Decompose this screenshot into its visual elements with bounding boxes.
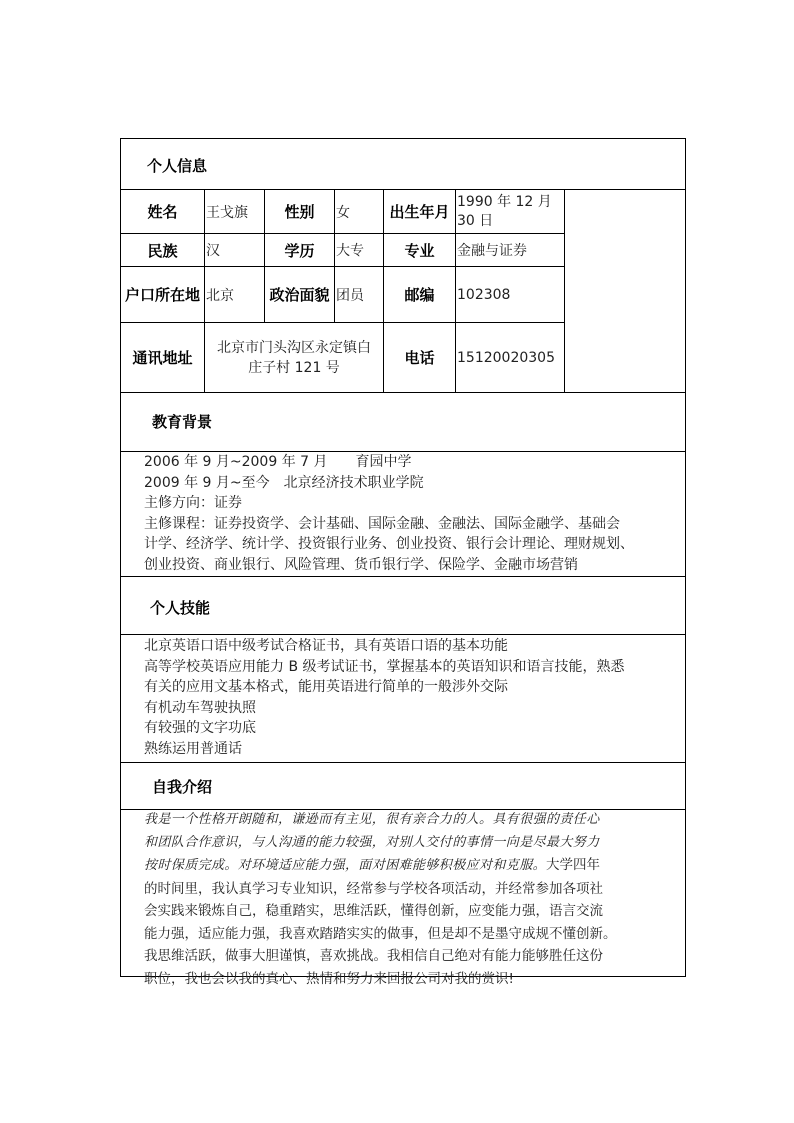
phone-value: 15120020305 (457, 349, 555, 366)
ethnicity-label: 民族 (147, 241, 178, 260)
skills-content (144, 636, 684, 759)
intro-line: 我是一个性格开朗随和，谦逊而有主见，很有亲合力的人。具有很强的责任心 (144, 812, 600, 827)
skills-line: 高等学校英语应用能力 B 级考试证书，掌握基本的英语知识和语言技能，熟悉 (144, 658, 625, 675)
education-line: 2009 年 9 月~至今 北京经济技术职业学院 (144, 474, 424, 491)
intro-line: 会实践来锻炼自己，稳重踏实，思维活跃，懂得创新，应变能力强，语言交流 (144, 903, 603, 919)
education-line: 主修方向：证券 (144, 495, 242, 511)
degree-label: 学历 (284, 241, 315, 260)
education-line: 主修课程：证券投资学、会计基础、国际金融、金融法、国际金融学、基础会 (144, 515, 620, 532)
intro-line: 能力强，适应能力强，我喜欢踏踏实实的做事，但是却不是墨守成规不懂创新。 (144, 925, 617, 942)
address-label: 通讯地址 (132, 349, 193, 367)
education-line: 2006 年 9 月~2009 年 7 月 育园中学 (144, 454, 412, 470)
postcode-label: 邮编 (404, 286, 435, 304)
skills-line: 有机动车驾驶执照 (144, 699, 256, 716)
skills-line: 有较强的文字功底 (144, 720, 256, 736)
address-line-1: 北京市门头沟区永定镇白 (217, 339, 371, 356)
phone-label: 电话 (404, 349, 435, 367)
education-content (144, 452, 684, 575)
name-value: 王戈旗 (206, 204, 248, 221)
divider (121, 576, 685, 577)
education-line: 创业投资、商业银行、风险管理、货币银行学、保险学、金融市场营销 (144, 556, 578, 573)
resume-table (120, 138, 686, 987)
intro-content (144, 809, 686, 990)
intro-line: 职位，我也会以我的真心、热情和努力来回报公司对我的赏识! (144, 970, 514, 987)
political-label: 政治面貌 (269, 286, 330, 304)
divider (121, 762, 685, 763)
skills-line: 有关的应用文基本格式，能用英语进行简单的一般涉外交际 (144, 679, 508, 695)
intro-line: 的时间里，我认真学习专业知识，经常参与学校各项活动，并经常参加各项社 (144, 880, 603, 897)
birth-label: 出生年月 (389, 203, 450, 221)
major-value: 金融与证券 (457, 243, 527, 259)
education-line: 计学、经济学、统计学、投资银行业务、创业投资、银行会计理论、理财规划、 (144, 536, 634, 552)
name-label: 姓名 (147, 203, 178, 221)
section-title-personal: 个人信息 (147, 157, 208, 175)
intro-line: 和团队合作意识，与人沟通的能力较强，对别人交付的事情一向是尽最大努力 (144, 834, 600, 850)
divider (121, 392, 685, 393)
political-value: 团员 (336, 287, 364, 304)
hukou-value: 北京 (206, 287, 234, 304)
gender-value: 女 (336, 204, 350, 221)
intro-line: 按时保质完成。对环境适应能力强，面对困难能够积极应对和克服。 (144, 858, 547, 873)
section-title-skills: 个人技能 (150, 599, 211, 617)
hukou-label: 户口所在地 (124, 286, 200, 304)
birth-line-2: 30 日 (457, 212, 494, 229)
section-title-intro: 自我介绍 (152, 778, 213, 796)
birth-value (456, 190, 564, 233)
postcode-value: 102308 (457, 286, 511, 303)
address-value (205, 323, 383, 392)
birth-line-1: 1990 年 12 月 (457, 193, 552, 210)
ethnicity-value: 汉 (206, 243, 220, 259)
degree-value: 大专 (336, 243, 364, 259)
intro-line: 我思维活跃，做事大胆谨慎，喜欢挑战。我相信自己绝对有能力能够胜任这份 (144, 948, 603, 964)
major-label: 专业 (404, 241, 435, 260)
intro-line: 大学四年 (546, 857, 601, 873)
skills-line: 北京英语口语中级考试合格证书，具有英语口语的基本功能 (144, 638, 508, 654)
address-line-2: 庄子村 121 号 (248, 359, 340, 376)
gender-label: 性别 (284, 203, 315, 221)
skills-line: 熟练运用普通话 (144, 740, 242, 757)
divider (121, 634, 685, 635)
divider (564, 189, 565, 392)
section-title-education: 教育背景 (152, 413, 213, 431)
